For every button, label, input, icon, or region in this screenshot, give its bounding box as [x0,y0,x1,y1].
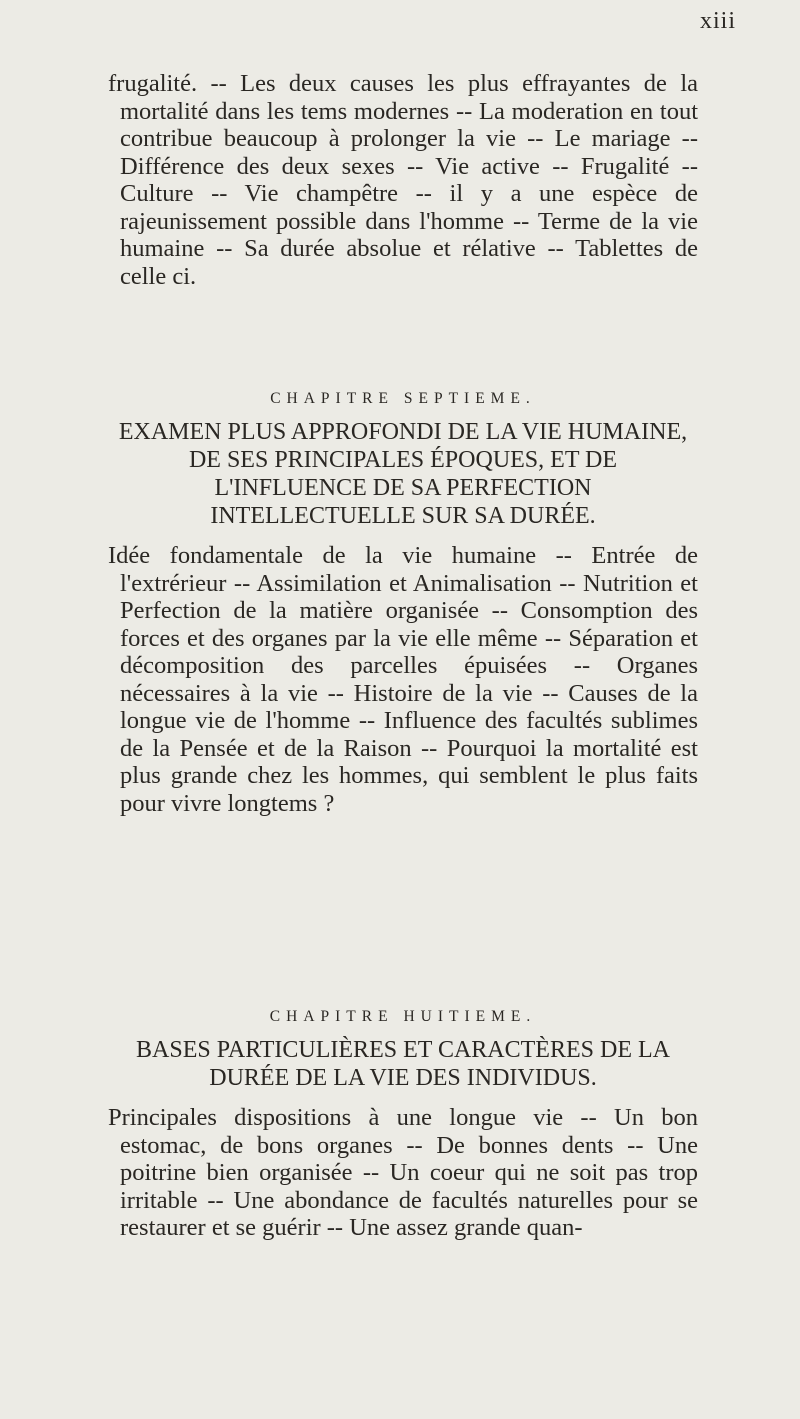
chapter-eight [108,1008,698,1242]
chapter-eight-summary: Principales dispositions à une longue vie -- Un bon estomac, de bons organes -- De bonnes dents -- Une poitrine bien organisée -- Un coeur qui ne soit pas trop irritable -- Une abondance de facultés naturelles pour se restaurer et se guérir -- Une assez grande quan- [108,1104,698,1241]
chapter-eight-label: CHAPITRE HUITIEME. [269,1008,537,1025]
intro-section [108,70,698,290]
page-number: xiii [700,8,737,34]
chapter-eight-title: BASES PARTICULIÈRES ET CARACTÈRES DE LA DURÉE DE LA VIE DES INDIVIDUS. [136,1037,670,1091]
chapter-seven [108,390,698,817]
intro-summary: frugalité. -- Les deux causes les plus effrayantes de la mortalité dans les tems modernes -- La moderation en tout contribue beaucoup à prolonger la vie -- Le mariage -- Différence des deux sexes -- Vie active -- Frugalité -- Culture -- Vie champêtre -- il y a une espèce de rajeunissement possible dans l'homme -- Terme de la vie humaine -- Sa durée absolue et rélative -- Tablettes de celle ci. [108,70,698,290]
chapter-seven-summary: Idée fondamentale de la vie humaine -- Entrée de l'extrérieur -- Assimilation et Animalisation -- Nutrition et Perfection de la matière organisée -- Consomption des forces et des organes par la vie elle même -- Séparation et décomposition des parcelles épuisées -- Organes nécessaires à la vie -- Histoire de la vie -- Causes de la longue vie de l'homme -- Influence des facultés sublimes de la Pensée et de la Raison -- Pourquoi la mortalité est plus grande chez les hommes, qui semblent le plus faits pour vivre longtems ? [108,542,698,817]
chapter-seven-label: CHAPITRE SEPTIEME. [270,390,536,407]
chapter-seven-title: EXAMEN PLUS APPROFONDI DE LA VIE HUMAINE, DE SES PRINCIPALES ÉPOQUES, ET DE L'INFLUENCE DE SA PERFECTION INTELLECTUELLE SUR SA DURÉE. [118,419,688,529]
